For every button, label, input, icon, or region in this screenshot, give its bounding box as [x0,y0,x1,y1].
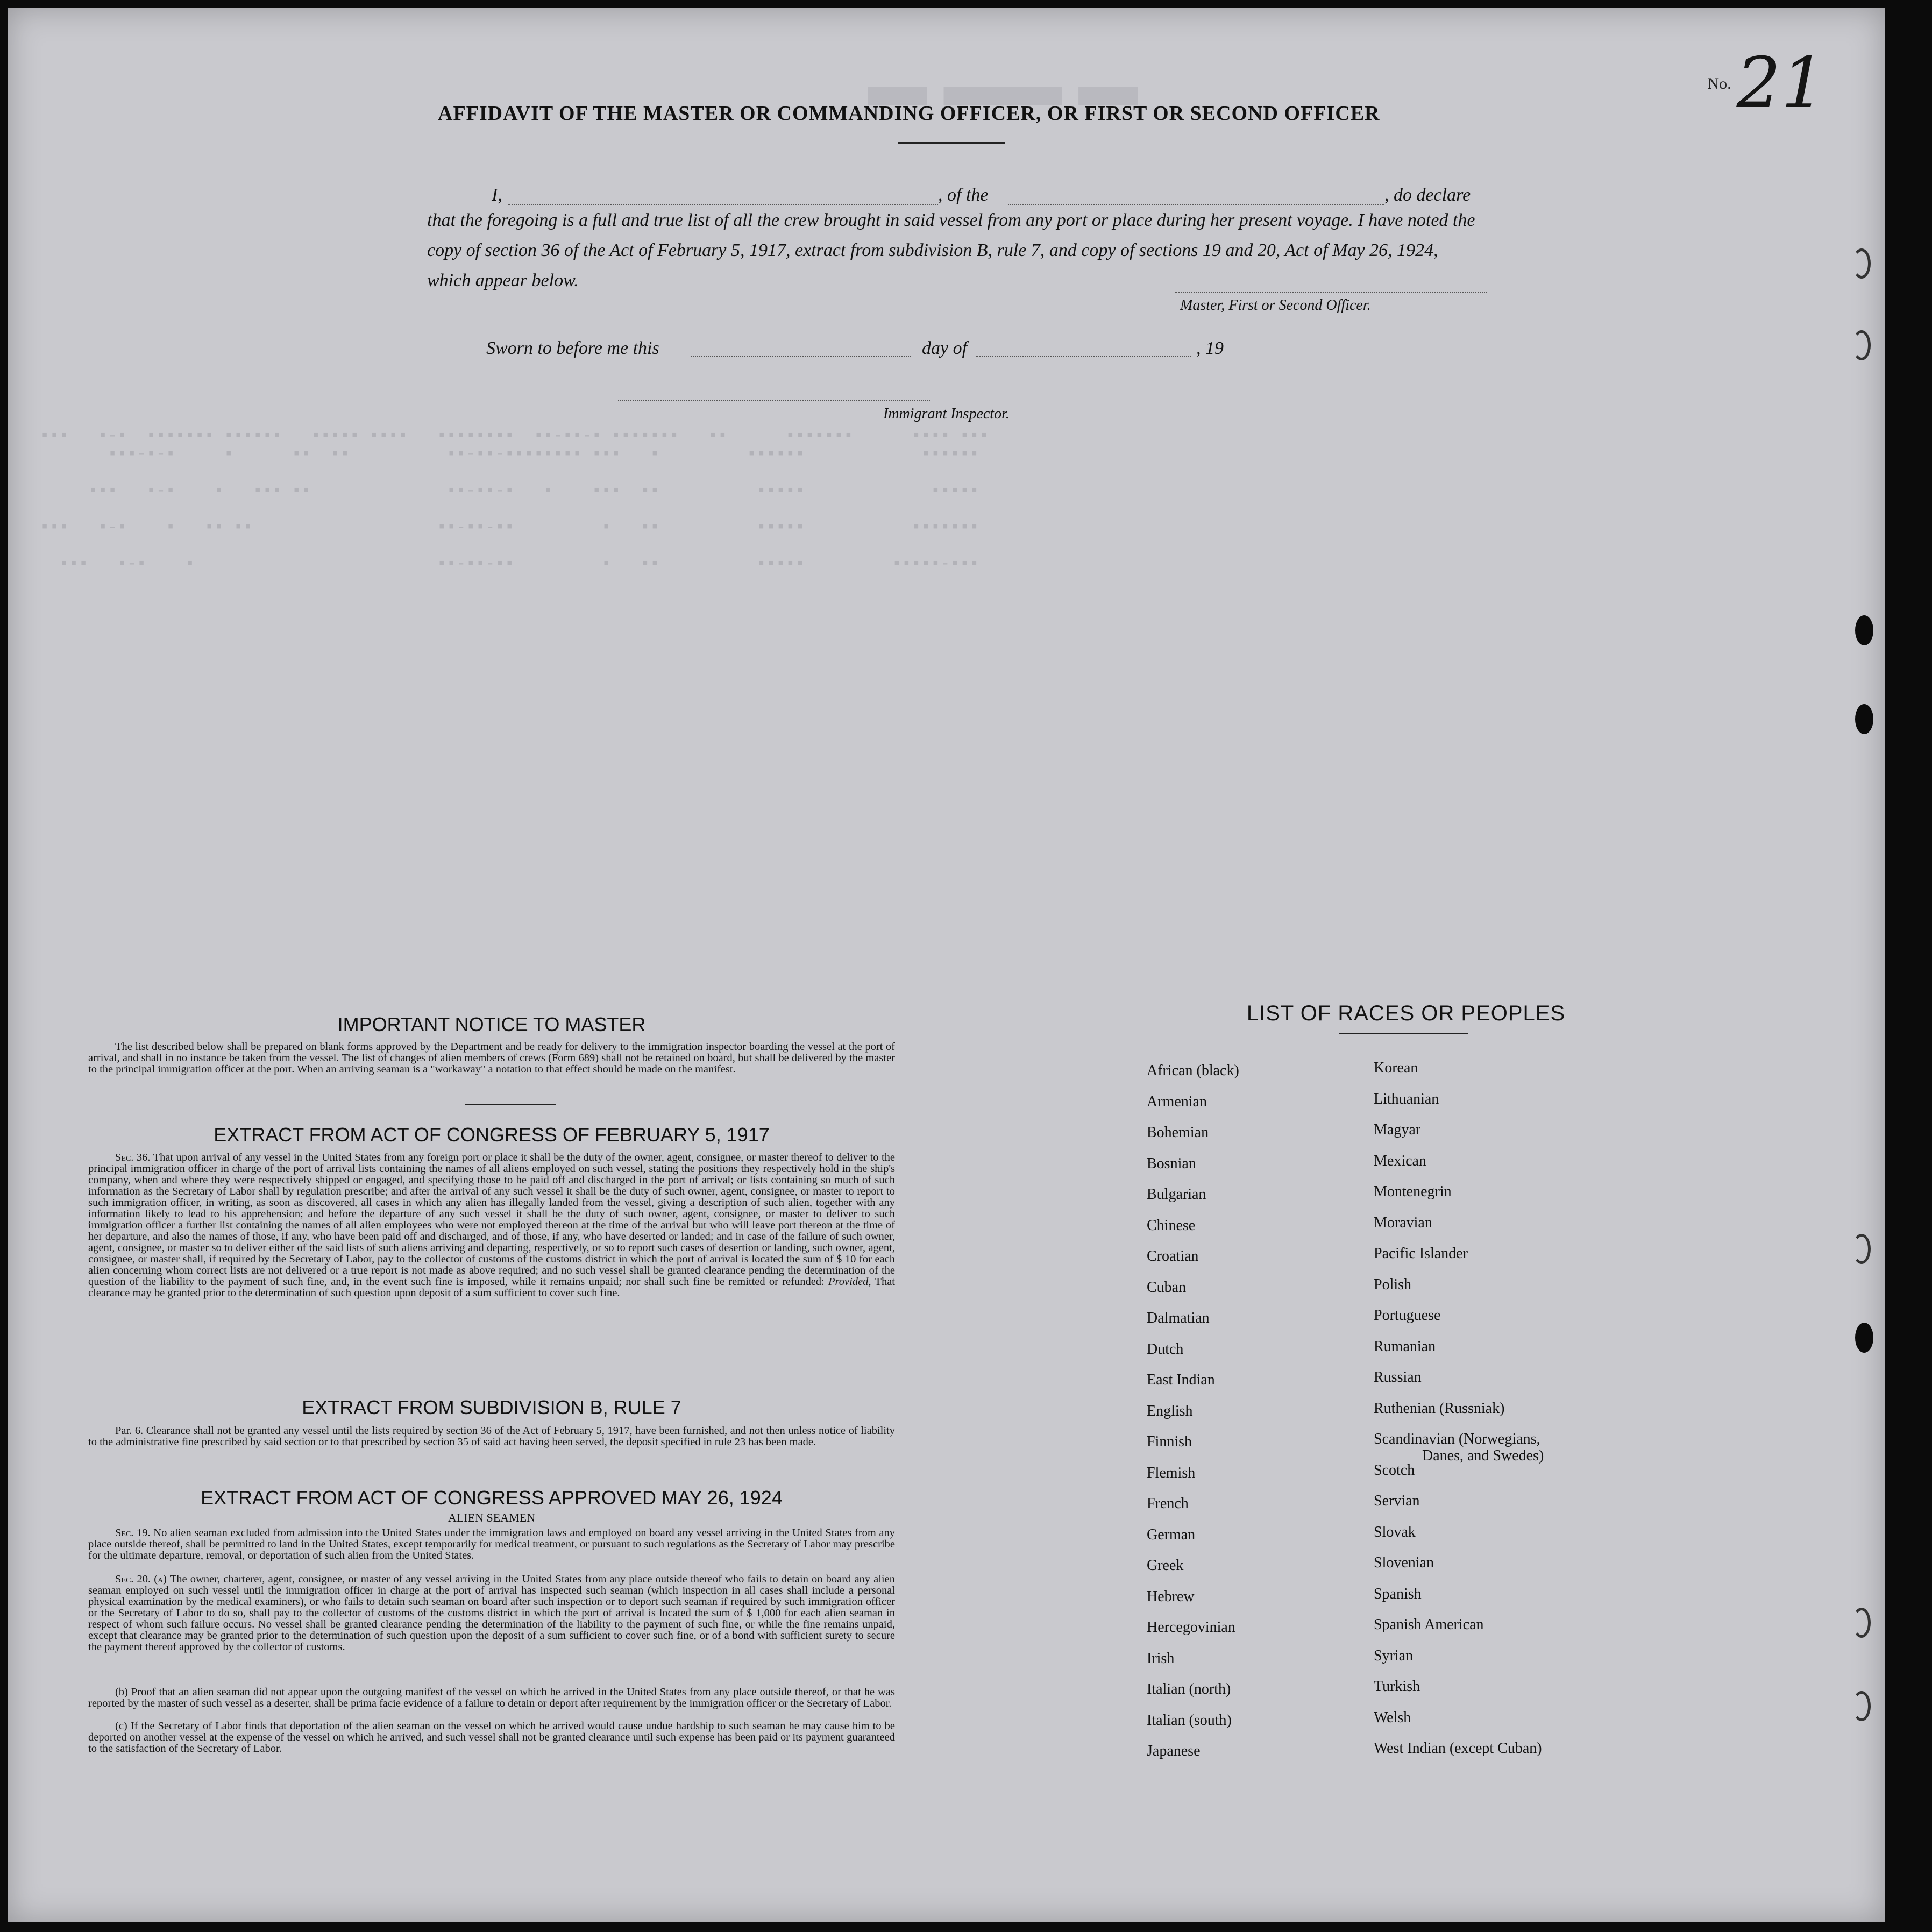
title-underline [898,142,1005,144]
races-list-left [1147,1062,1239,1773]
race-item: German [1147,1526,1196,1543]
race-item: Montenegrin [1374,1183,1452,1200]
notice-title: IMPORTANT NOTICE TO MASTER [337,1013,646,1035]
race-item: Greek [1147,1557,1184,1574]
race-item: East Indian [1147,1372,1215,1388]
sworn-day-blank [691,356,911,357]
race-item: Dalmatian [1147,1310,1210,1326]
race-item: Korean [1374,1060,1418,1076]
race-item [1374,1430,1544,1464]
races-title: LIST OF RACES OR PEOPLES [1246,1001,1566,1025]
affidavit-declare-label: , do declare [1384,185,1471,205]
binder-hole-icon [1852,248,1871,279]
bleed-through-heading: ▬ ▬▬ ▬ [868,52,1138,118]
races-list-right [1374,1059,1544,1771]
section-36-text: That upon arrival of any vessel in the United States from any foreign port or place it shall be the duty of the owner, agent, consignee, or master thereof to deliver to the principal immigration officer in charge of the port of arrival lists containing the names of all aliens employed on such vessel, stating the positions they respectively hold in the ship's company, when and where they were respectively shipped or engaged, and specifying those to be paid off and discharged in the port of arrival; or lists containing so much of such information as the Secretary of Labor shall by regulation prescribe; and after the arrival of any such vessel it shall be the duty of such owner, agent, consignee, or master to report to such immigration officer, in writing, as soon as discovered, all cases in which any alien has illegally landed from the vessel, giving a description of such alien, together with any information likely to lead to his apprehension; and before the departure of any such vessel it shall be the duty of such owner, agent, consignee, or master to deliver to such immigration officer a further list containing the names of all alien employees who were not employed thereon at the time of the arrival but who will leave port thereon at the time of her departure, and also the names of those, if any, who have been paid off and discharged, and of those, if any, who have deserted or landed; and in case of the failure of such owner, agent, consignee, or master so to deliver either of the said lists of such aliens arriving and departing, respectively, or so to report such cases of desertion or landing, such owner, agent, consignee, or master shall, if required by the Secretary of Labor, pay to the collector of customs of the customs district in which the port of arrival is located the sum of $ 10 for each alien concerning whom correct lists are not delivered or a true report is not made as above required; and no such vessel shall be granted clearance pending the determination of the question of the liability to the payment of such fine, and, in the event such fine is imposed, while it remains unpaid; nor shall such fine be remitted or refunded: [88,1152,895,1288]
race-item: Italian (north) [1147,1681,1231,1697]
section-19-body: No alien seaman excluded from admission into the United States under the immigration laws and employed on board any vessel arriving in the United States from any place outside thereof, shall be permitted to land in the United States, except temporarily for medical treatment, or pursuant to such regulations as the Secretary of Labor may prescribe for the ultimate departure, removal, or deportation of such alien from the United States. [88,1527,896,1561]
binder-hole-icon [1852,1608,1871,1638]
race-item: Turkish [1374,1678,1420,1695]
section-20-label: Sec. 20. (a) [115,1573,167,1585]
sworn-day-label: day of [922,338,968,358]
race-item: Slovak [1374,1523,1416,1540]
divider [465,1104,556,1105]
race-item: Italian (south) [1147,1711,1232,1729]
race-item: Bulgarian [1147,1186,1206,1203]
binder-hole-icon [1852,1691,1871,1721]
race-item: Finnish [1147,1433,1192,1450]
race-item: Welsh [1374,1709,1411,1726]
binder-hole-icon [1855,704,1873,734]
race-item: Pacific Islander [1374,1245,1468,1262]
affidavit-title: AFFIDAVIT OF THE MASTER OR COMMANDING OFFICER, OR FIRST OR SECOND OFFICER [438,102,1380,125]
race-item: Irish [1147,1650,1175,1667]
sworn-year-label: , 19 [1196,338,1224,358]
race-item: Russian [1374,1369,1422,1386]
sworn-prefix: Sworn to before me this [486,338,659,358]
extract-rule7-text: Par. 6. Clearance shall not be granted any vessel until the lists required by section 36 of the Act of February 5, 1917, have been furnished, and not then unless notice of liability to the administrative fine prescribed by said section or to that prescribed by section 35 of said act having been served, the deposit specified in rule 23 has been made. [88,1425,895,1448]
extract-1924-title: EXTRACT FROM ACT OF CONGRESS APPROVED MAY 26, 1924 [201,1487,783,1509]
race-item-scandinavian: Scandinavian (Norwegians, [1374,1431,1540,1447]
race-item: Polish [1374,1276,1412,1293]
section-20b-text: (b) Proof that an alien seaman did not appear upon the outgoing manifest of the vessel on which he arrived in the United States from any place outside thereof, or that he was reported by the master of such vessel as a deserter, shall be prima facie evidence of a failure to detain or deport after requirement by the immigration officer or the Secretary of Labor. [88,1686,895,1709]
binder-hole-icon [1852,330,1871,360]
inspector-signature-line [618,400,930,401]
race-item: English [1147,1402,1193,1419]
page-number [1707,24,1826,124]
binder-hole-icon [1852,1234,1871,1264]
section-19-text [88,1528,895,1561]
race-item: Bosnian [1147,1155,1196,1172]
race-item: West Indian (except Cuban) [1374,1740,1542,1757]
inspector-signature-label: Immigrant Inspector. [883,406,1010,422]
binder-hole-icon [1855,615,1873,645]
section-36-text-end: That clearance may be granted prior to the determination of such question upon deposit of a sum sufficient to cover such fine. [88,1276,895,1299]
race-item: Armenian [1147,1093,1207,1110]
race-item: Rumanian [1374,1338,1436,1355]
race-item: Lithuanian [1374,1090,1439,1107]
page-number-label: No. [1707,75,1731,93]
race-item: Chinese [1147,1217,1196,1234]
affidavit-body: that the foregoing is a full and true list of all the crew brought in said vessel from any port or place during her present voyage. I have noted the copy of section 36 of the Act of February 5, 1917, extract from subdivision B, rule 7, and copy of sections 19 and 20, Act of May 26, 1924, which appear below. [427,210,1475,290]
sworn-month-blank [976,356,1191,357]
race-item: Portuguese [1374,1307,1441,1324]
bleed-through-text: ▪▪▪ ▪▪▪▪ ▪▪▪▪▪▪▪ ▪▪ ▪▪▪▪▪▪▪ ▪-▪▪-▪▪ ▪▪▪▪▪▪▪▪ ▪▪▪▪ ▪▪▪▪▪ ▪▪▪▪▪▪ ▪▪▪▪▪▪▪ ▪-▪ ▪▪▪ ▪▪▪▪▪▪ ▪▪▪▪▪▪ ▪ ▪▪▪ ▪▪▪▪▪▪▪▪-▪▪-▪▪ ▪▪ ▪▪ ▪ ▪-▪-▪▪▪ ▪▪▪▪▪ ▪▪▪▪▪ ▪▪ ▪▪▪ ▪ ▪-▪▪-▪▪ ▪▪ ▪▪▪ ▪ ▪-▪ ▪▪▪ ▪▪▪▪▪▪▪ ▪▪▪▪▪ ▪▪ ▪ ▪▪-▪▪-▪▪ ▪▪ ▪▪ ▪ ▪-▪ ▪▪▪ ▪▪▪-▪▪▪▪▪ ▪▪▪▪▪ ▪▪ ▪ ▪▪-▪▪-▪▪ ▪ ▪-▪ ▪▪▪ [40,427,989,573]
extract-1917-text [88,1152,895,1299]
extract-1917-title: EXTRACT FROM ACT OF CONGRESS OF FEBRUARY 5, 1917 [214,1124,770,1146]
race-item: Cuban [1147,1278,1187,1296]
master-signature-line [1175,292,1487,293]
race-item: Hebrew [1147,1588,1195,1605]
race-item: French [1147,1495,1189,1512]
alien-seamen-subtitle: ALIEN SEAMEN [448,1511,535,1524]
extract-rule7-title: EXTRACT FROM SUBDIVISION B, RULE 7 [302,1396,681,1418]
race-item: Syrian [1374,1647,1414,1664]
section-20a-text [88,1574,895,1653]
race-item: Spanish American [1374,1616,1484,1633]
form-page [8,8,1885,1922]
race-item: African (black) [1147,1062,1239,1079]
race-item: Bohemian [1147,1124,1209,1141]
affidavit-i-label: I, [492,185,502,205]
section-36-label: Sec. 36. [115,1152,151,1163]
race-item: Moravian [1374,1214,1432,1231]
handwritten-page-number: 21 [1736,42,1826,124]
master-signature-label: Master, First or Second Officer. [1180,297,1371,314]
race-item: Dutch [1147,1340,1184,1358]
race-item: Spanish [1374,1585,1422,1602]
race-item: Croatian [1147,1248,1199,1265]
race-item: Japanese [1147,1743,1201,1759]
race-item: Servian [1374,1493,1420,1509]
provided-label: Provided, [828,1276,871,1288]
race-item: Slovenian [1374,1554,1434,1571]
notice-text: The list described below shall be prepared on blank forms approved by the Department and be ready for delivery to the immigration inspector boarding the vessel at the port of arrival, and shall in no instance be taken from the vessel. The list of changes of alien members of crews (Form 689) shall not be retained on board, but shall be delivered by the master to the principal immigration officer at the port. When an arriving seaman is a "workaway" a notation to that effect should be made on the manifest. [88,1041,895,1075]
section-20a-body: The owner, charterer, agent, consignee, or master of any vessel arriving in the United States from any place outside thereof who fails to detain on board any alien seaman employed on such vessel until the immigration officer in charge at the port of arrival has inspected such seaman (which inspection in all cases shall include a personal physical examination by the medical examiners), or who fails to detain such seaman on board after such inspection or to deport such seaman if required by such immigration officer or the Secretary of Labor to do so, shall pay to the collector of customs of the customs district in which the port of arrival is located the sum of $ 1,000 for each alien seaman in respect of whom such failure occurs. No vessel shall be granted clearance pending the determination of the liability to the payment of such fine, or while the fine remains unpaid, except that clearance may be granted prior to the determination of such question upon the deposit of a sum sufficient to cover such fine, or of a bond with sufficient surety to secure the payment thereof approved by the collector of customs. [88,1573,895,1653]
affidavit-of-the-label: , of the [938,185,989,205]
section-19-label: Sec. 19. [115,1527,151,1539]
race-item: Hercegovinian [1147,1619,1235,1636]
race-item: Mexican [1374,1152,1426,1169]
section-20c-text: (c) If the Secretary of Labor finds that deportation of the alien seaman on the vessel on which he arrived would cause undue hardship to such seaman he may cause him to be deported on another vessel at the expense of the vessel on which he arrived, and such vessel shall not be granted clearance until such expense has been paid or its payment guaranteed to the satisfaction of the Secretary of Labor. [88,1720,895,1755]
race-item-scandinavian-cont: Danes, and Swedes) [1422,1447,1544,1464]
race-item: Magyar [1374,1121,1421,1138]
races-title-underline [1339,1033,1468,1034]
binder-hole-icon [1855,1323,1873,1353]
race-item: Ruthenian (Russniak) [1374,1400,1505,1417]
race-item: Scotch [1374,1461,1415,1479]
race-item: Flemish [1147,1464,1196,1481]
